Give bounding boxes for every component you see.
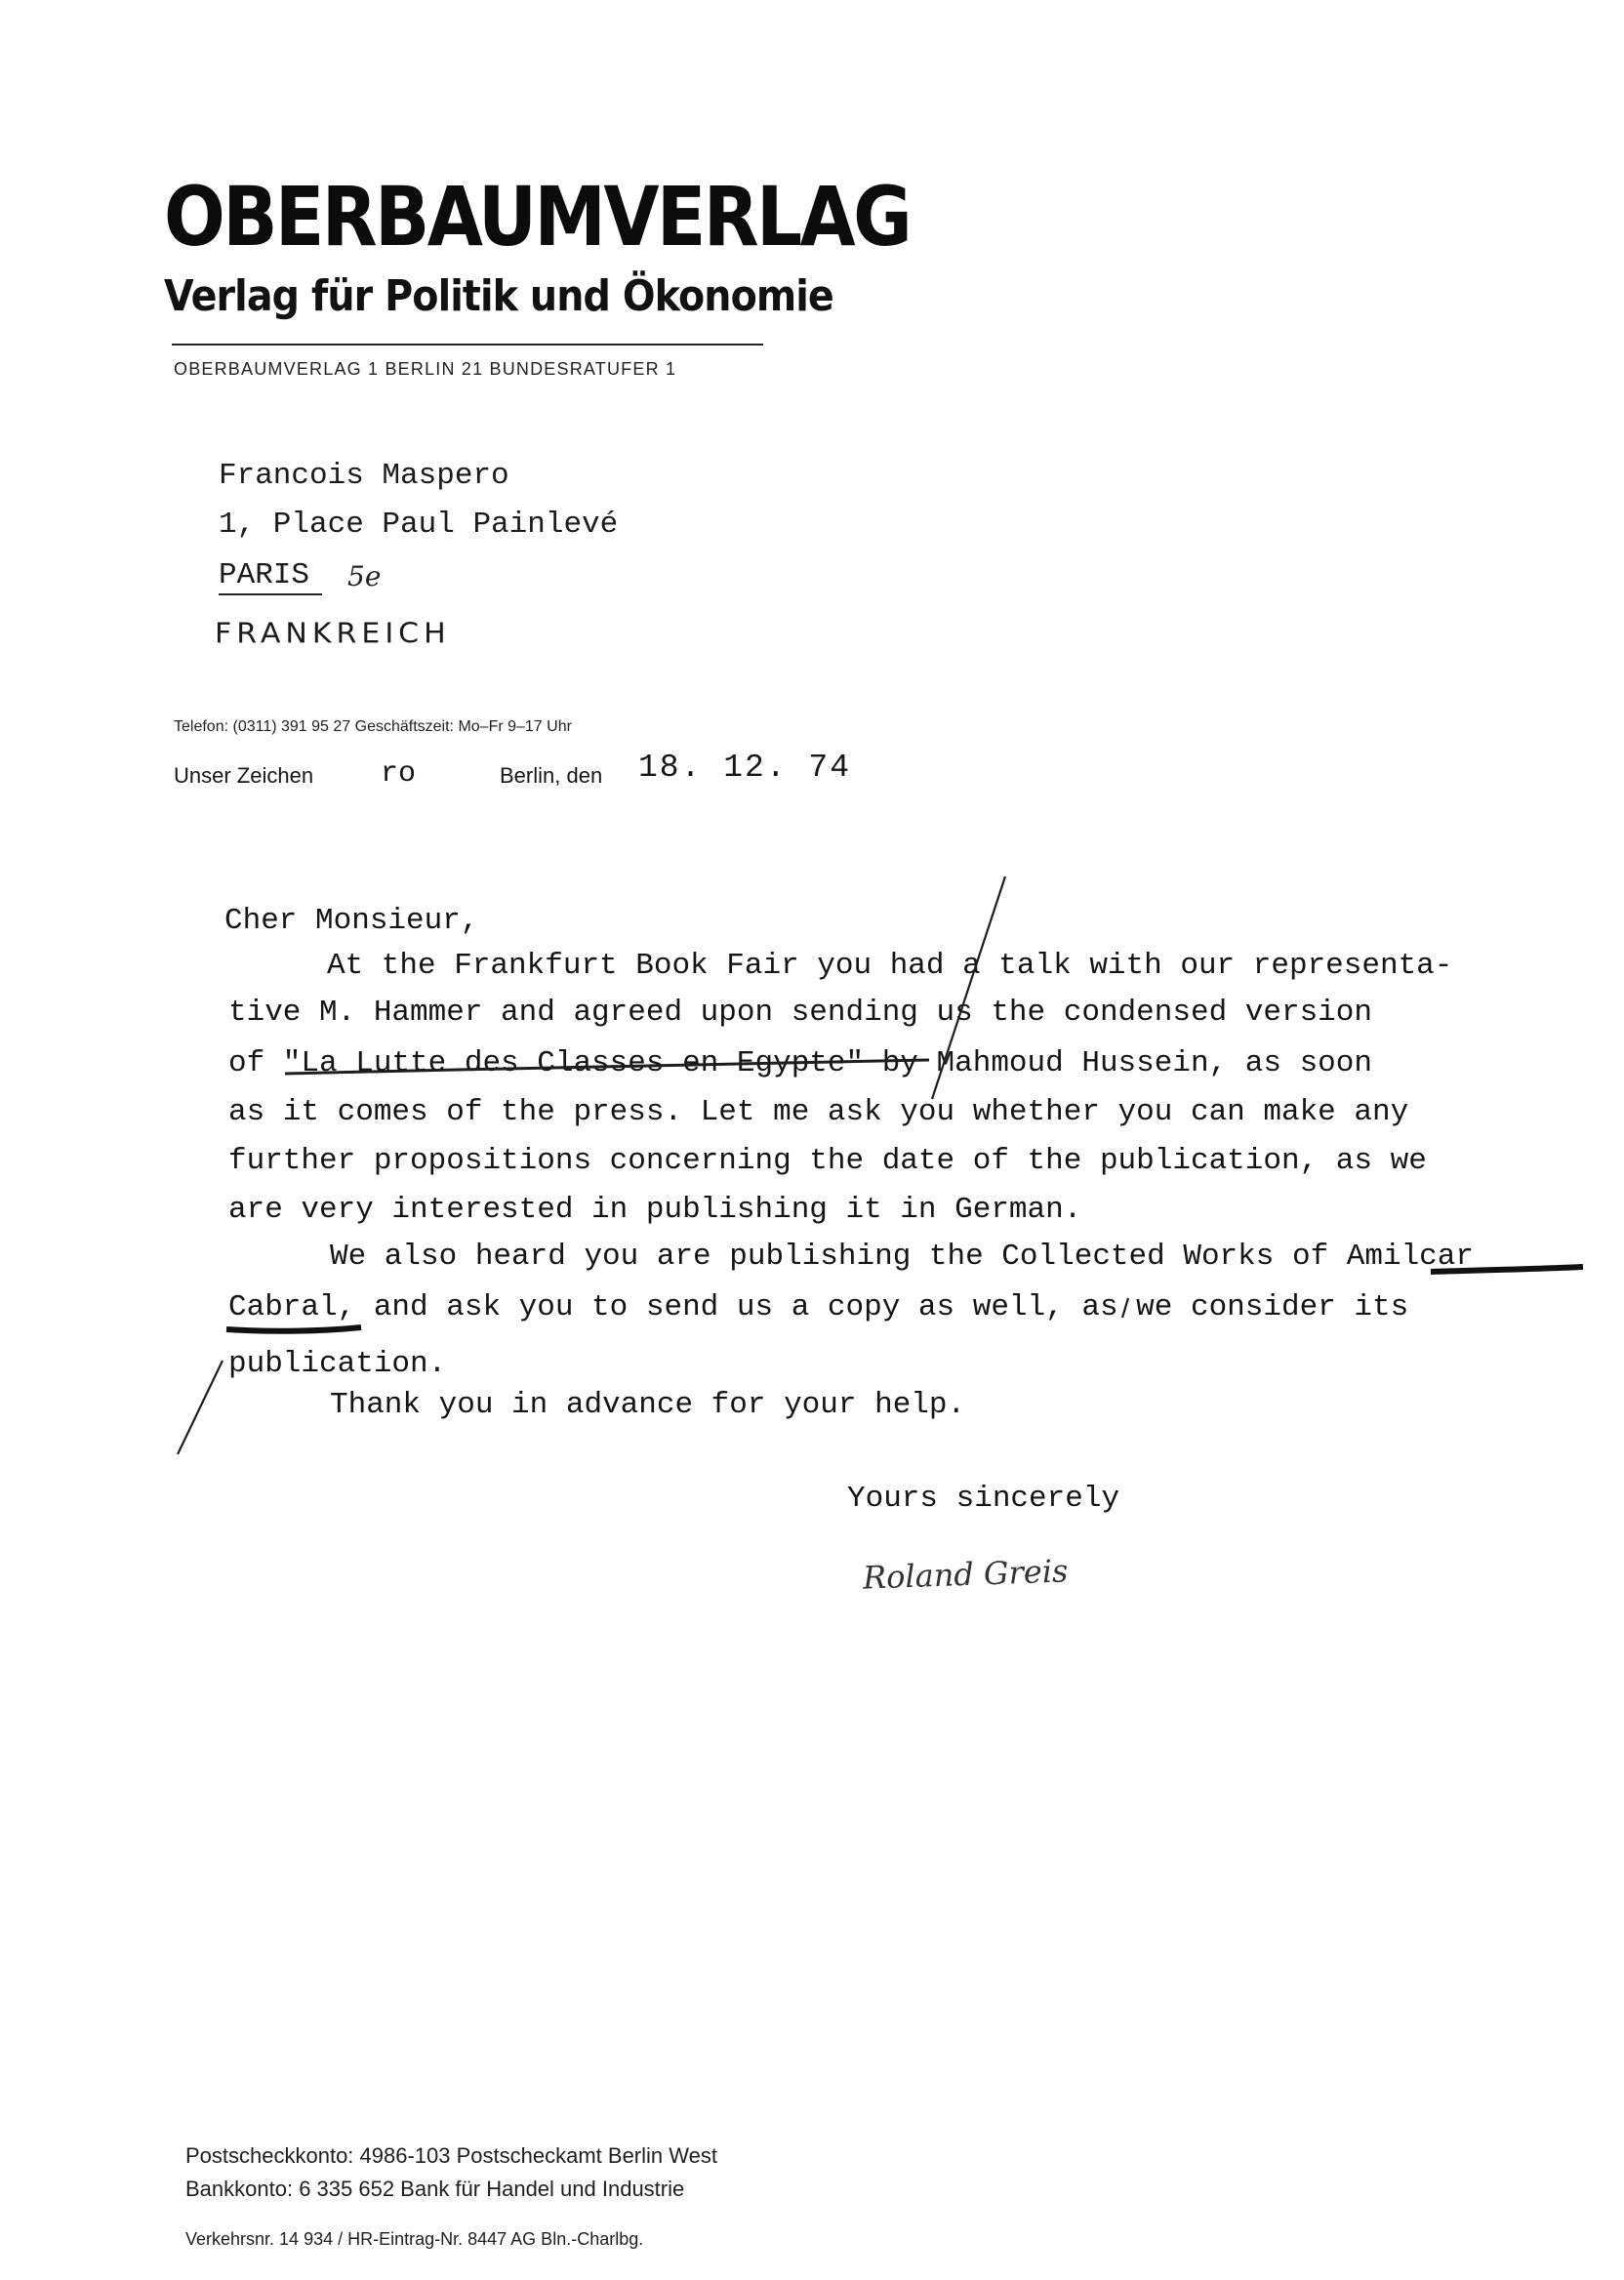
body-line: of "La Lutte des Classes en Egypte" by Mahmoud Hussein, as soon [228, 1046, 1372, 1080]
recipient-arrondissement: 5e [347, 560, 382, 592]
our-reference-label: Unser Zeichen [174, 763, 314, 788]
header-divider [172, 344, 763, 346]
salutation: Cher Monsieur, [224, 904, 479, 938]
footer-bank: Bankkonto: 6 335 652 Bank für Handel und Industrie [185, 2177, 685, 2201]
closing: Yours sincerely [847, 1482, 1120, 1516]
our-reference-code: ro [381, 757, 417, 791]
pen-margin-stroke [178, 1361, 223, 1454]
body-line: are very interested in publishing it in German. [228, 1193, 1082, 1227]
body-line: publication. [228, 1347, 447, 1381]
company-tagline: Verlag für Politik und Ökonomie [164, 271, 833, 321]
footer-registration: Verkehrsnr. 14 934 / HR-Eintrag-Nr. 8447 AG Bln.-Charlbg. [185, 2229, 644, 2249]
body-line: We also heard you are publishing the Collected Works of Amilcar [330, 1240, 1474, 1274]
pen-underline-cabral [226, 1327, 361, 1331]
body-line: tive M. Hammer and agreed upon sending us the condensed version [228, 996, 1372, 1030]
recipient-street: 1, Place Paul Painlevé [219, 508, 619, 542]
body-line: At the Frankfurt Book Fair you had a talk with our representa- [327, 949, 1453, 983]
city-underline [219, 593, 322, 595]
recipient-city: PARIS [219, 558, 310, 592]
sender-address: OBERBAUMVERLAG 1 BERLIN 21 BUNDESRATUFER 1 [174, 359, 677, 379]
telephone-line: Telefon: (0311) 391 95 27 Geschäftszeit: Mo–Fr 9–17 Uhr [174, 718, 572, 735]
footer-postscheck: Postscheckkonto: 4986-103 Postscheckamt Berlin West [185, 2143, 717, 2168]
recipient-name: Francois Maspero [219, 459, 509, 493]
body-line: Cabral, and ask you to send us a copy as well, as we consider its [228, 1290, 1409, 1324]
date-label: Berlin, den [500, 763, 603, 788]
body-line: Thank you in advance for your help. [330, 1388, 966, 1422]
letter-date: 18. 12. 74 [638, 750, 852, 786]
body-line: as it comes of the press. Let me ask you whether you can make any [228, 1095, 1409, 1129]
company-logo: OBERBAUMVERLAG [164, 169, 911, 265]
recipient-country: FRANKREICH [215, 617, 451, 651]
body-line: further propositions concerning the date of the publication, as we [228, 1144, 1427, 1178]
handwritten-signature: Roland Greis [862, 1552, 1069, 1597]
